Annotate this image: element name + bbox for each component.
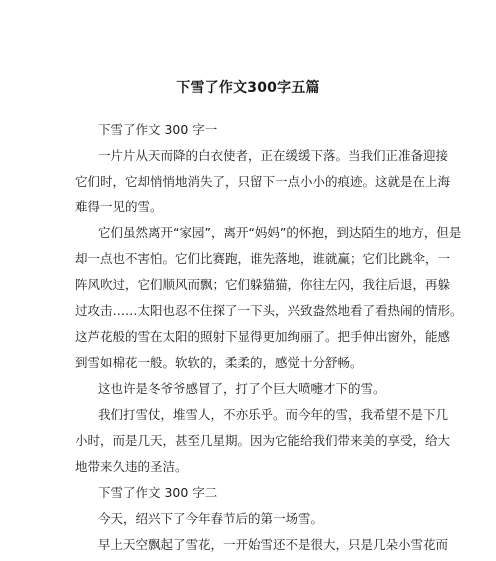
paragraph-line: 一片片从天而降的白衣使者，正在缓缓下落。当我们正准备迎接 <box>98 148 449 163</box>
paragraph-line: 我们打雪仗，堆雪人，不亦乐乎。而今年的雪，我希望不是下几 <box>98 407 449 422</box>
section-heading-1: 下雪了作文 300 字一 <box>98 122 218 137</box>
paragraph-line: 早上天空飘起了雪花，一开始雪还不是很大，只是几朵小雪花而 <box>98 537 449 552</box>
paragraph-line: 它们虽然离开“家园”，离开“妈妈”的怀抱，到达陌生的地方，但是 <box>98 225 462 240</box>
paragraph-line: 这也许是冬爷爷感冒了，打了个巨大喷嚏才下的雪。 <box>98 381 386 396</box>
paragraph-line: 它们时，它却悄悄地消失了，只留下一点小小的痕迹。这就是在上海 <box>75 174 451 189</box>
paragraph-line: 这芦花般的雪在太阳的照射下显得更加绚丽了。把手伸出窗外，能感 <box>75 329 451 344</box>
paragraph-line: 阵风吹过，它们顺风而飘；它们躲猫猫，你往左闪，我往后退，再躲 <box>75 277 451 292</box>
paragraph-line: 今天，绍兴下了今年春节后的第一场雪。 <box>98 511 324 526</box>
document-title: 下雪了作文300字五篇 <box>176 80 320 96</box>
section-heading-2: 下雪了作文 300 字二 <box>98 485 218 500</box>
paragraph-line: 到雪如棉花一般。软软的，柔柔的，感觉十分舒畅。 <box>75 355 363 370</box>
paragraph-line: 过攻击……太阳也忍不住探了一下头，兴致盎然地看了看热闹的情形。 <box>75 303 463 318</box>
paragraph-line: 难得一见的雪。 <box>75 199 163 214</box>
paragraph-line: 地带来久违的圣洁。 <box>75 459 188 474</box>
paragraph-line: 小时，而是几天，甚至几星期。因为它能给我们带来美的享受，给大 <box>75 433 451 448</box>
paragraph-line: 却一点也不害怕。它们比赛跑，谁先落地，谁就赢；它们比跳伞，一 <box>75 251 451 266</box>
